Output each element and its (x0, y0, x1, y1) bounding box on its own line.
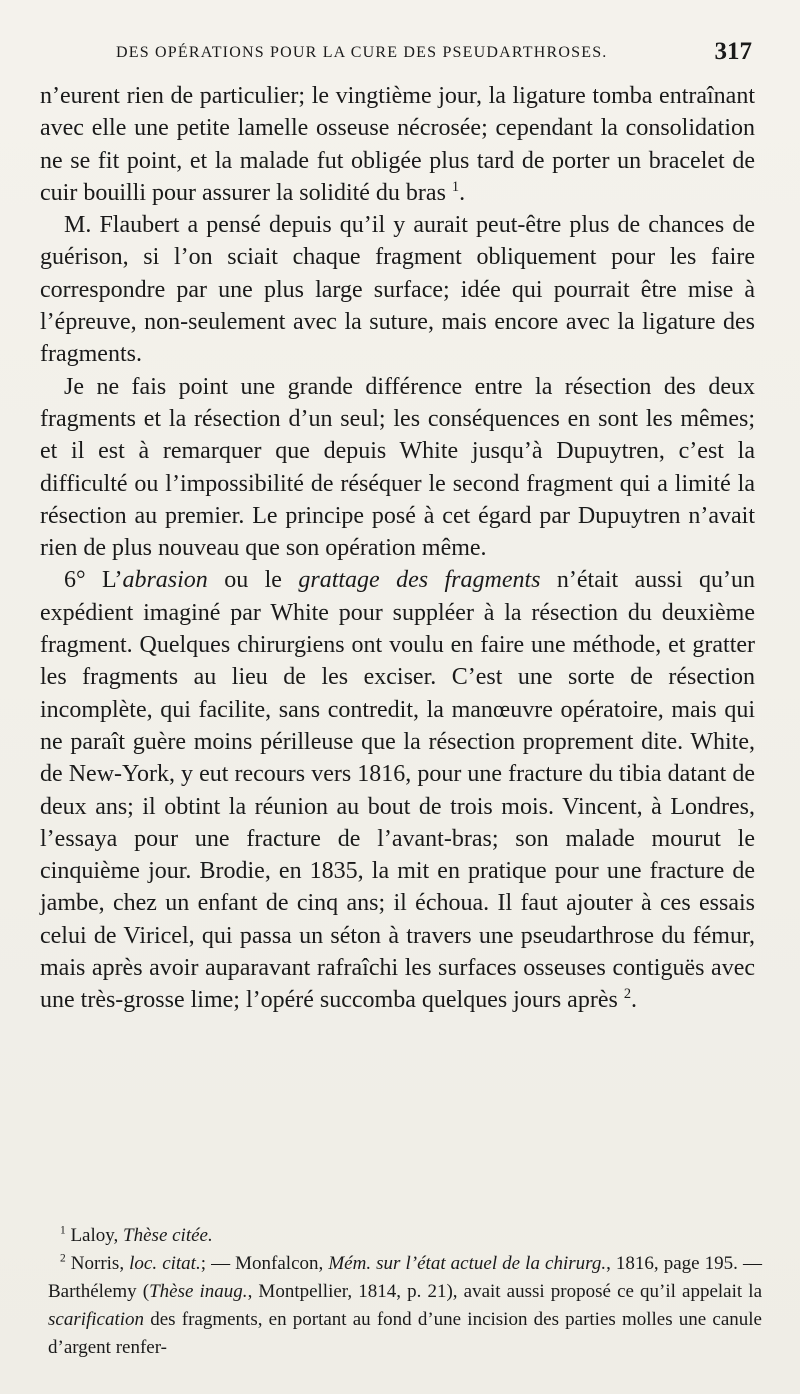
italic-text: Thèse inaug. (149, 1281, 248, 1302)
page-number: 317 (714, 38, 752, 65)
text-run: n’eurent rien de particulier; le vingtième jour, la ligature tomba entraînant avec elle une petite lamelle osseuse nécrosée; cependant la consolidation ne se fit point, et la malade fut obligée plus tard de porter un bracelet de cuir bouilli pour assurer la solidité du bras (40, 83, 755, 206)
text-run: . (459, 179, 466, 206)
text-run: , 1816, page 195. — Barthélemy ( (48, 1253, 763, 1302)
italic-text: scarification (48, 1309, 145, 1330)
italic-text: grattage des fragments (298, 567, 541, 594)
italic-text: Mém. sur l’état actuel de la chirurg. (328, 1253, 607, 1274)
italic-text: abrasion (122, 567, 208, 594)
footnote (48, 1222, 762, 1250)
text-run: . (631, 987, 638, 1014)
text-run: Je ne fais point une grande différence entre la résection des deux fragments et la résection d’un seul; les conséquences en sont les mêmes; et il est à remarquer que depuis White jusqu’à Dupuytren, c’est la difficulté ou l’impossibilité de réséquer le second fragment qui a limité la résection au premier. Le principe posé à cet égard par Dupuytren n’avait rien de plus nouveau que son opération même. (40, 373, 755, 562)
body-text (40, 80, 755, 1017)
text-run: ou le (207, 567, 299, 594)
footnote-marker: 1 (60, 1224, 66, 1237)
footnote (48, 1250, 762, 1362)
italic-text: Thèse citée. (123, 1225, 213, 1246)
paragraph (40, 209, 755, 370)
text-run: Norris, (65, 1253, 130, 1274)
text-run: n’était aussi qu’un expédient imaginé par White pour suppléer à la résection du deuxième fragment. Quelques chirurgiens ont voulu en faire une méthode, et gratter les fragments au lieu de les exciser. C’est une sorte de résection incomplète, qui facilite, sans contredit, la manœuvre opératoire, mais qui ne paraît guère moins périlleuse que la résection proprement dite. White, de New-York, y eut recours vers 1816, pour une fracture du tibia datant de deux ans; il obtint la réunion au bout de trois mois. Vincent, à Londres, l’essaya pour une fracture de l’avant-bras; son malade mourut le cinquième jour. Brodie, en 1835, la mit en pratique pour une fracture de jambe, chez un enfant de cinq ans; il échoua. Il faut ajouter à ces essais celui de Viricel, qui passa un séton à travers une pseudarthrose du fémur, mais après avoir auparavant rafraîchi les surfaces osseuses contiguës avec une très-grosse lime; l’opéré succomba quelques jours après (40, 567, 756, 1014)
text-run: 6° L’ (64, 567, 123, 594)
footnote-marker: 2 (623, 986, 632, 1003)
footnote-marker: 2 (60, 1252, 66, 1265)
text-run: , Montpellier, 1814, p. 21), avait aussi proposé ce qu’il appelait la (247, 1281, 763, 1302)
paragraph (40, 371, 755, 565)
italic-text: loc. citat. (129, 1253, 201, 1274)
text-run: Laloy, (65, 1225, 124, 1246)
text-run: des fragments, en portant au fond d’une incision des parties molles une canule d’argent renfer- (48, 1309, 762, 1358)
text-run: M. Flaubert a pensé depuis qu’il y aurait peut-être plus de chances de guérison, si l’on sciait chaque fragment obliquement pour les faire correspondre par une plus large surface; idée qui pourrait être mise à l’épreuve, non-seulement avec la suture, mais encore avec la ligature des fragments. (40, 212, 755, 368)
running-title: DES OPÉRATIONS POUR LA CURE DES PSEUDARTHROSES. (116, 44, 608, 61)
paragraph (40, 564, 755, 1016)
footnote-marker: 1 (451, 178, 460, 195)
paragraph (40, 80, 755, 209)
running-head (40, 38, 752, 68)
text-run: ; — Monfalcon, (200, 1253, 329, 1274)
footnotes (48, 1222, 762, 1362)
